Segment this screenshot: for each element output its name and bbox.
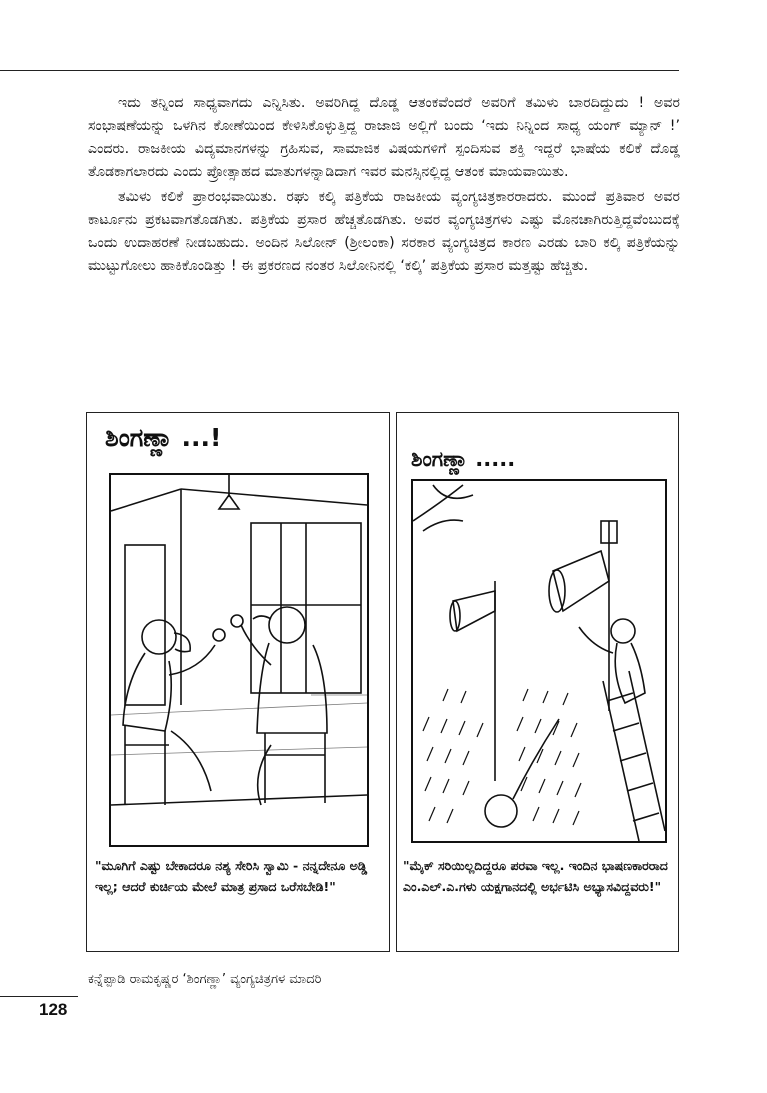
figure-caption: ಕನ್ನೆಪ್ಪಾಡಿ ರಾಮಕೃಷ್ಣರ ‘ಶಿಂಗಣ್ಣಾ’ ವ್ಯಂಗ್ಯಚಿತ್ರಗಳ ಮಾದರಿ xyxy=(88,972,322,987)
body-text xyxy=(88,92,680,278)
cartoon-caption: "ಮೂಗಿಗೆ ಎಷ್ಟು ಬೇಕಾದರೂ ನಶ್ಯ ಸೇರಿಸಿ ಸ್ವಾಮಿ - ನನ್ನದೇನೂ ಅಡ್ಡಿ ಇಲ್ಲ; ಆದರೆ ಕುರ್ಚಿಯ ಮೇಲೆ ಮಾತ್ರ ಪ್ರಸಾದ ಒರೆಸಬೇಡಿ!" xyxy=(95,858,368,894)
cartoon-title: ಶಿಂಗಣ್ಣಾ ...! xyxy=(105,423,222,452)
paragraph: ಇದು ತನ್ನಿಂದ ಸಾಧ್ಯವಾಗದು ಎನ್ನಿಸಿತು. ಅವರಿಗಿದ್ದ ದೊಡ್ಡ ಆತಂಕವೆಂದರೆ ಅವರಿಗೆ ತಮಿಳು ಬಾರದಿದ್ದುದು ! ಅವರ ಸಂಭಾಷಣೆಯನ್ನು ಒಳಗಿನ ಕೋಣೆಯಿಂದ ಕೇಳಿಸಿಕೊಳ್ಳುತ್ತಿದ್ದ ರಾಜಾಜಿ ಅಲ್ಲಿಗೆ ಬಂದು ‘ಇದು ನಿನ್ನಿಂದ ಸಾಧ್ಯ ಯಂಗ್ ಮ್ಯಾನ್ !’ ಎಂದರು. ರಾಜಕೀಯ ವಿದ್ಯಮಾನಗಳನ್ನು ಗ್ರಹಿಸುವ, ಸಾಮಾಜಿಕ ವಿಷಯಗಳಿಗೆ ಸ್ಪಂದಿಸುವ ಶಕ್ತಿ ಇದ್ದರೆ ಭಾಷೆಯ ಕಲಿಕೆ ದೊಡ್ಡ ತೊಡಕಾಗಲಾರದು ಎಂದು ಪ್ರೋತ್ಸಾಹದ ಮಾತುಗಳನ್ನಾಡಿದಾಗ ಇವರ ಮನಸ್ಸಿನಲ್ಲಿದ್ದ ಆತಂಕ ಮಾಯವಾಯಿತು. xyxy=(88,95,680,180)
cartoon-illustration xyxy=(411,479,667,843)
loudspeaker-scene-illustration xyxy=(413,481,665,841)
top-rule xyxy=(0,70,679,71)
cartoon-caption: "ಮೈಕ್ ಸರಿಯಿಲ್ಲದಿದ್ದರೂ ಪರವಾ ಇಲ್ಲ. ಇಂದಿನ ಭಾಷಣಕಾರರಾದ ಎಂ.ಎಲ್.ಎ.ಗಳು ಯಕ್ಷಗಾನದಲ್ಲಿ ಅರ್ಭಟಿಸಿ ಅಭ್ಯಾಸವಿದ್ದವರು!" xyxy=(403,858,668,894)
page-number: 128 xyxy=(39,1000,68,1019)
paragraph: ತಮಿಳು ಕಲಿಕೆ ಪ್ರಾರಂಭವಾಯಿತು. ರಘು ಕಲ್ಕಿ ಪತ್ರಿಕೆಯ ರಾಜಕೀಯ ವ್ಯಂಗ್ಯಚಿತ್ರಕಾರರಾದರು. ಮುಂದೆ ಪ್ರತಿವಾರ ಅವರ ಕಾರ್ಟೂನು ಪ್ರಕಟವಾಗತೊಡಗಿತು. ಪತ್ರಿಕೆಯ ಪ್ರಸಾರ ಹೆಚ್ಚತೊಡಗಿತು. ಅವರ ವ್ಯಂಗ್ಯಚಿತ್ರಗಳು ಎಷ್ಟು ಮೊನಚಾಗಿರುತ್ತಿದ್ದವೆಂಬುದಕ್ಕೆ ಒಂದು ಉದಾಹರಣೆ ನೀಡಬಹುದು. ಅಂದಿನ ಸಿಲೋನ್ (ಶ್ರೀಲಂಕಾ) ಸರಕಾರ ವ್ಯಂಗ್ಯಚಿತ್ರದ ಕಾರಣ ಎರಡು ಬಾರಿ ಕಲ್ಕಿ ಪತ್ರಿಕೆಯನ್ನು ಮುಟ್ಟುಗೋಲು ಹಾಕಿಕೊಂಡಿತ್ತು ! ಈ ಪ್ರಕರಣದ ನಂತರ ಸಿಲೋನಿನಲ್ಲಿ ‘ಕಲ್ಕಿ’ ಪತ್ರಿಕೆಯ ಪ್ರಸಾರ ಮತ್ತಷ್ಟು ಹೆಚ್ಚಿತು. xyxy=(88,189,680,274)
cartoon-right xyxy=(396,412,679,952)
cartoon-title: ಶಿಂಗಣ್ಣಾ ..... xyxy=(411,447,516,471)
room-scene-illustration xyxy=(111,475,367,845)
page-number-rule xyxy=(0,996,78,997)
cartoon-left xyxy=(86,412,390,952)
cartoon-illustration xyxy=(109,473,369,847)
